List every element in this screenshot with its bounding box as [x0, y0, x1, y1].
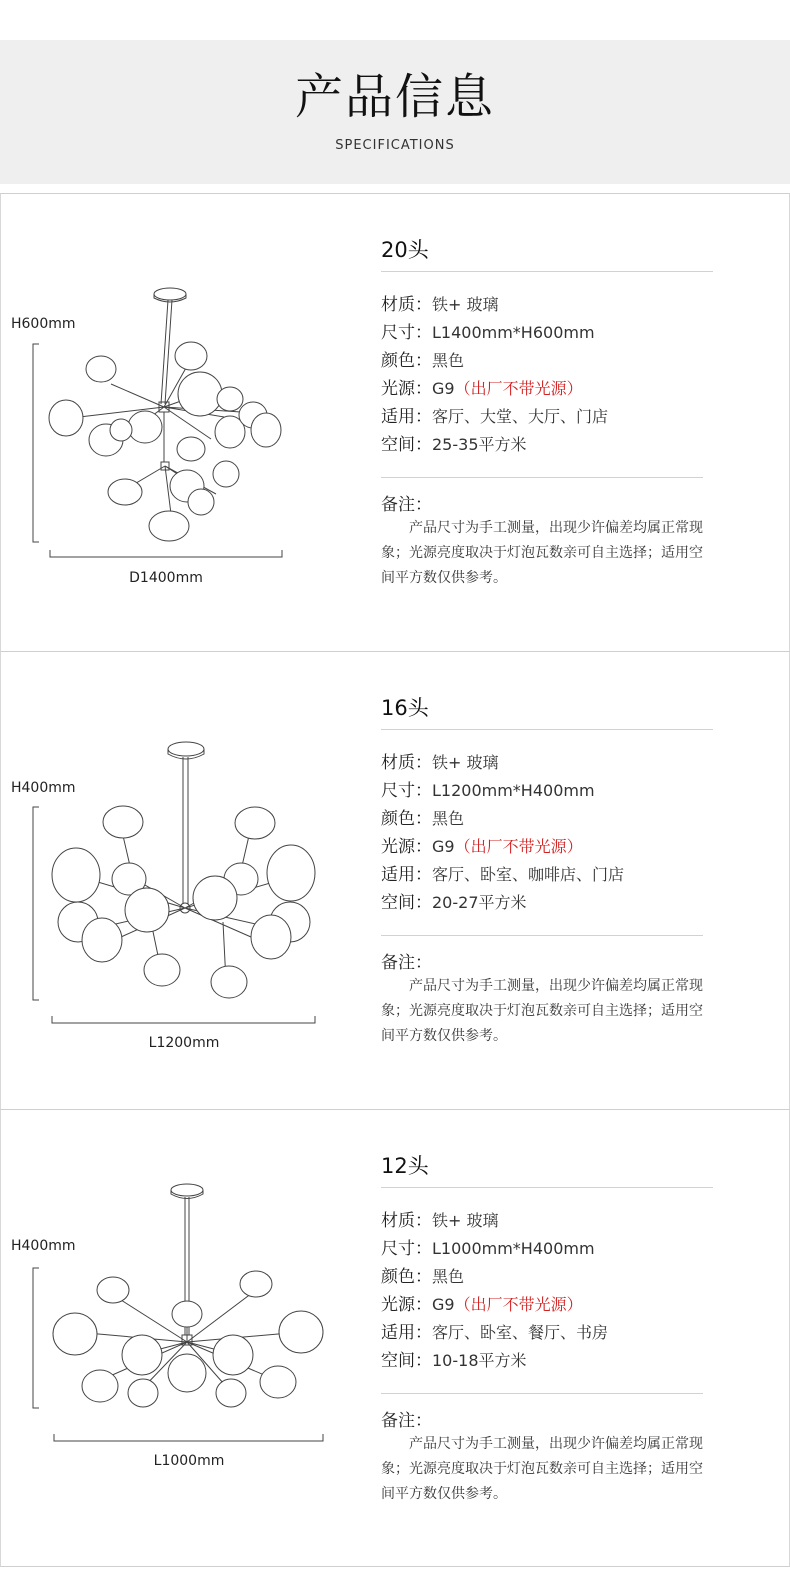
- light-source-note: （出厂不带光源）: [454, 379, 583, 398]
- spec-row-color: 颜色：黑色: [381, 809, 465, 829]
- product-title: 16头: [381, 696, 429, 720]
- width-dimension-label: L1200mm: [148, 1035, 220, 1051]
- product-panel-16: [0, 651, 790, 1109]
- spec-row-color: 颜色：黑色: [381, 1267, 465, 1287]
- spec-row-material: 材质：铁+ 玻璃: [381, 753, 499, 773]
- spec-row-size: 尺寸：L1000mm*H400mm: [381, 1239, 595, 1259]
- note-divider: [381, 1393, 703, 1394]
- page-title: 产品信息: [294, 69, 495, 125]
- note-text: 产品尺寸为手工测量，出现少许偏差均属正常现象；光源亮度取决于灯泡瓦数亲可自主选择；适用空间平方数仅供参考。: [381, 520, 703, 586]
- spec-list: [381, 1207, 721, 1375]
- spec-list: [381, 749, 721, 917]
- spec-row-space: 空间：25-35平方米: [381, 435, 527, 455]
- title-divider: [381, 271, 713, 272]
- height-dimension-label: H400mm: [11, 1238, 76, 1254]
- width-dimension-label: L1000mm: [153, 1453, 225, 1469]
- spec-row-size: 尺寸：L1200mm*H400mm: [381, 781, 595, 801]
- spec-row-light-source: 光源：G9（出厂不带光源）: [381, 379, 583, 399]
- spec-row-size: 尺寸：L1400mm*H600mm: [381, 323, 595, 343]
- note-title: 备注：: [381, 1411, 432, 1431]
- light-source-note: （出厂不带光源）: [454, 1295, 583, 1314]
- spec-row-color: 颜色：黑色: [381, 351, 465, 371]
- product-panel-20: [0, 193, 790, 651]
- height-dimension-label: H400mm: [11, 780, 76, 796]
- chandelier-16-head-icon: [1, 652, 361, 1110]
- product-panel-12: [0, 1109, 790, 1567]
- note-title: 备注：: [381, 495, 432, 515]
- page-subtitle: SPECIFICATIONS: [335, 138, 455, 153]
- product-info-20: [381, 194, 721, 652]
- product-info-16: [381, 652, 721, 1110]
- spec-row-material: 材质：铁+ 玻璃: [381, 295, 499, 315]
- chandelier-12-head-icon: [1, 1110, 361, 1568]
- product-title: 12头: [381, 1154, 429, 1178]
- note-divider: [381, 477, 703, 478]
- note-text: 产品尺寸为手工测量，出现少许偏差均属正常现象；光源亮度取决于灯泡瓦数亲可自主选择；适用空间平方数仅供参考。: [381, 978, 703, 1044]
- title-divider: [381, 1187, 713, 1188]
- spec-row-usage: 适用：客厅、大堂、大厅、门店: [381, 407, 609, 427]
- spec-row-light-source: 光源：G9（出厂不带光源）: [381, 837, 583, 857]
- note-text: 产品尺寸为手工测量，出现少许偏差均属正常现象；光源亮度取决于灯泡瓦数亲可自主选择；适用空间平方数仅供参考。: [381, 1436, 703, 1502]
- spec-row-space: 空间：10-18平方米: [381, 1351, 527, 1371]
- spec-row-light-source: 光源：G9（出厂不带光源）: [381, 1295, 583, 1315]
- spec-row-material: 材质：铁+ 玻璃: [381, 1211, 499, 1231]
- spec-row-space: 空间：20-27平方米: [381, 893, 527, 913]
- spec-row-usage: 适用：客厅、卧室、咖啡店、门店: [381, 865, 625, 885]
- width-dimension-label: D1400mm: [129, 570, 203, 586]
- spec-header: [0, 40, 790, 184]
- light-source-note: （出厂不带光源）: [454, 837, 583, 856]
- title-divider: [381, 729, 713, 730]
- chandelier-drawing-20: [1, 194, 361, 652]
- product-info-12: [381, 1110, 721, 1568]
- note-divider: [381, 935, 703, 936]
- spec-list: [381, 291, 721, 459]
- spec-row-usage: 适用：客厅、卧室、餐厅、书房: [381, 1323, 609, 1343]
- product-title: 20头: [381, 238, 429, 262]
- chandelier-drawing-16: [1, 652, 361, 1110]
- chandelier-20-head-icon: [1, 194, 361, 652]
- note-title: 备注：: [381, 953, 432, 973]
- chandelier-drawing-12: [1, 1110, 361, 1568]
- height-dimension-label: H600mm: [11, 316, 76, 332]
